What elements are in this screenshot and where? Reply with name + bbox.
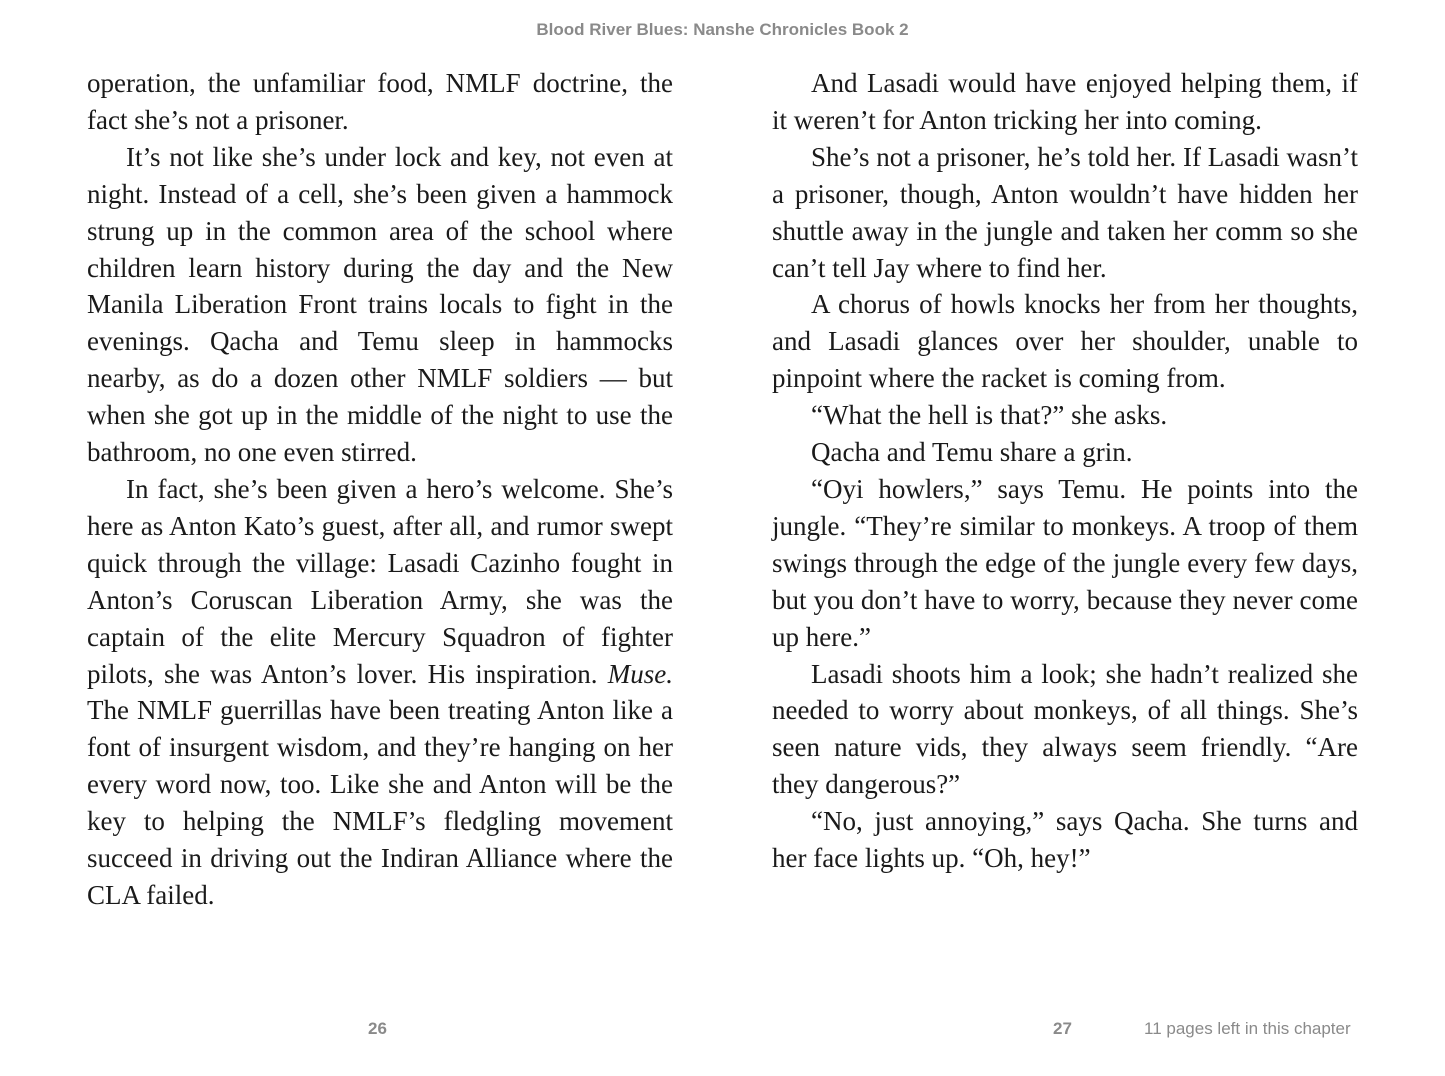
left-page-number: 26 bbox=[368, 1019, 387, 1038]
italic-text: Muse. bbox=[607, 658, 673, 689]
paragraph: operation, the unfamiliar food, NMLF doctrine, the fact she’s not a prisoner. bbox=[87, 68, 673, 135]
paragraph: Qacha and Temu share a grin. bbox=[811, 437, 1133, 468]
paragraph bbox=[87, 471, 673, 914]
paragraph: It’s not like she’s under lock and key, not even at night. Instead of a cell, she’s been given a hammock strung up in the common area of the school where children learn history during the day and the New Manila Liberation Front trains locals to fight in the evenings. Qacha and Temu sleep in hammocks nearby, as do a dozen other NMLF soldiers — but when she got up in the middle of the night to use the bathroom, no one even stirred. bbox=[87, 141, 673, 468]
paragraph-text: The NMLF guerrillas have been treating Anton like a font of insurgent wisdom, and they’re hanging on her every word now, too. Like she and Anton will be the key to helping the NMLF’s fledgling movement succeed in driving out the Indiran Alliance where the CLA failed. bbox=[87, 695, 673, 910]
paragraph: “No, just annoying,” says Qacha. She turns and her face lights up. “Oh, hey!” bbox=[772, 806, 1358, 874]
chapter-pages-remaining: 11 pages left in this chapter bbox=[1144, 1019, 1351, 1038]
book-title: Blood River Blues: Nanshe Chronicles Book 2 bbox=[536, 20, 909, 39]
right-page-text bbox=[772, 65, 1358, 877]
paragraph: “What the hell is that?” she asks. bbox=[811, 400, 1168, 431]
right-page-number: 27 bbox=[1053, 1019, 1072, 1038]
left-page-text bbox=[87, 65, 673, 914]
paragraph-text: In fact, she’s been given a hero’s welcome. She’s here as Anton Kato’s guest, after all, and rumor swept quick through the village: Lasadi Cazinho fought in Anton’s Coruscan Liberation Army, she was the captain of the elite Mercury Squadron of fighter pilots, she was Anton’s lover. His inspiration. bbox=[87, 473, 673, 689]
paragraph: “Oyi howlers,” says Temu. He points into the jungle. “They’re similar to monkeys. A troop of them swings through the edge of the jungle every few days, but you don’t have to worry, because they never come up here.” bbox=[772, 473, 1358, 652]
paragraph: And Lasadi would have enjoyed helping them, if it weren’t for Anton tricking her into coming. bbox=[772, 68, 1358, 135]
paragraph: A chorus of howls knocks her from her thoughts, and Lasadi glances over her shoulder, unable to pinpoint where the racket is coming from. bbox=[772, 289, 1358, 394]
paragraph: She’s not a prisoner, he’s told her. If Lasadi wasn’t a prisoner, though, Anton wouldn’t have hidden her shuttle away in the jungle and taken her comm so she can’t tell Jay where to find her. bbox=[772, 141, 1358, 283]
paragraph: Lasadi shoots him a look; she hadn’t realized she needed to worry about monkeys, of all things. She’s seen nature vids, they always seem friendly. “Are they dangerous?” bbox=[772, 658, 1358, 800]
